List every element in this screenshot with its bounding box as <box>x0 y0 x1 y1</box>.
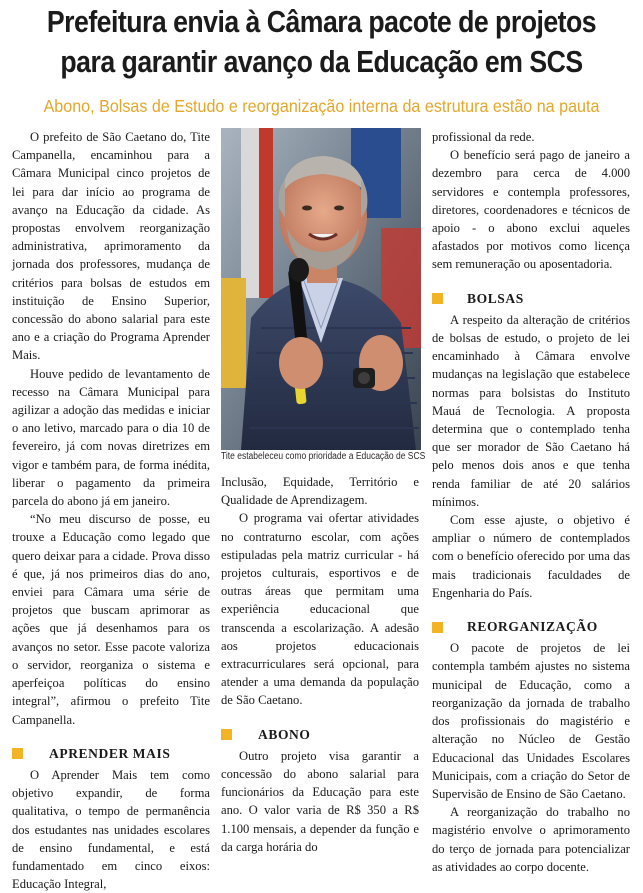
bullet-square-icon <box>12 748 23 759</box>
paragraph: Com esse ajuste, o objetivo é ampliar o número de contemplados com o benefício oferecido por uma das mais tradicionais faculdades de Engenharia do País. <box>432 513 630 600</box>
section-header-abono <box>221 726 419 744</box>
paragraph: O benefício será pago de janeiro a dezembro para cerca de 4.000 servidores e contempla professores, diretores, coordenadores e técnicos de apoio - o abono exclui aqueles afastados por motivos como licença sem remuneração ou aposentadoria. <box>432 148 630 272</box>
paragraph: O pacote de projetos de lei contempla também ajustes no sistema municipal de Educação, como a reorganização da jornada de trabalho dos profissionais do magistério e alteração no Núcleo de Gestão Educacional das Unidades Escolares Municipais, com a criação do Setor de Supervisão de Ensino de São Caetano. <box>432 641 630 801</box>
paragraph: A respeito da alteração de critérios de bolsas de estudo, o projeto de lei encaminhado à Câmara envolve mudanças na legislação que estabelece normas para bolsistas do Instituto Mauá de Tecnologia. A proposta determina que o contemplado tenha que ser morador de São Caetano há pelo menos dois anos e que tenha renda familiar de até 20 salários mínimos. <box>432 312 630 509</box>
bullet-square-icon <box>221 729 232 740</box>
paragraph: Inclusão, Equidade, Território e Qualidade de Aprendizagem. <box>221 475 419 508</box>
headline-line-2: para garantir avanço da Educação em SCS <box>60 44 583 79</box>
paragraph: O programa vai ofertar atividades no contraturno escolar, com ações estipuladas pela matriz curricular - há projetos culturais, esportivos e de outras áreas que permitam uma experiência educacional que transcenda a escolarização. A adesão aos projetos educacionais extracurriculares será opcional, para atender a uma demanda da população de São Caetano. <box>221 511 419 708</box>
section-header-reorganizacao <box>432 618 630 636</box>
paragraph: A reorganização do trabalho no magistério envolve o aprimoramento do terço de jornada para potencializar as atividades ao corpo docente. <box>432 805 630 874</box>
paragraph: O prefeito de São Caetano do, Tite Campanella, encaminhou para a Câmara Municipal cinco projetos de lei para dar início ao programa de avanço na Educação da cidade. As propostas envolvem reorganização administrativa, aprimoramento da jornada dos professores, mudança de critérios para bolsas de estudos em instituição de Ensino Superior, concessão do abono salarial para este ano e a criação do Programa Aprender Mais. <box>12 130 210 363</box>
headline <box>45 2 598 82</box>
section-title: APRENDER MAIS <box>49 745 171 761</box>
paragraph: Houve pedido de levantamento de recesso na Câmara Municipal para agilizar a adoção das medidas e iniciar o ano letivo, marcado para o dia 10 de fevereiro, já com novas diretrizes em vigor e também para, de forma inédita, liberar o pagamento da primeira parcela do abono já em janeiro. <box>12 366 210 509</box>
paragraph: profissional da rede. <box>432 130 535 144</box>
paragraph: O Aprender Mais tem como objetivo expandir, de forma qualitativa, o tempo de permanência dos estudantes nas unidades escolares de ensino fundamental, e está fundamentado em cinco eixos: Educação Integral, <box>12 767 210 892</box>
paragraph: “No meu discurso de posse, eu trouxe a Educação como legado que quero deixar para a cidade. Prova disso é que, já nos primeiros dias do ano, enviei para Câmara uma série de projetos que buscam aprimorar as ações que já desenhamos para os avanços no setor. Esse pacote valoriza o servidor, reorganiza o sistema e aperfeiçoa políticas do ensino integral”, afirmou o prefeito Tite Campanella. <box>12 512 210 727</box>
bullet-square-icon <box>432 622 443 633</box>
mayor-photo-illustration <box>221 128 421 450</box>
paragraph: Outro projeto visa garantir a concessão do abono salarial para funcionários da Educação para este ano. O valor varia de R$ 350 a R$ 1.100 mensais, a depender da função e da carga horária do <box>221 748 419 854</box>
section-title: REORGANIZAÇÃO <box>467 619 598 635</box>
section-header-bolsas <box>432 290 630 308</box>
column-1 <box>12 128 210 893</box>
mayor-photo <box>221 128 421 450</box>
headline-line-1: Prefeitura envia à Câmara pacote de projetos <box>46 4 597 39</box>
column-3 <box>432 128 630 876</box>
section-header-aprender-mais <box>12 745 210 763</box>
column-2 <box>221 473 419 856</box>
subheadline: Abono, Bolsas de Estudo e reorganização interna da estrutura estão na pauta <box>43 96 600 116</box>
bullet-square-icon <box>432 293 443 304</box>
section-title: ABONO <box>258 726 311 742</box>
photo-caption: Tite estabeleceu como prioridade a Educação de SCS <box>221 451 426 462</box>
section-title: BOLSAS <box>467 290 524 306</box>
